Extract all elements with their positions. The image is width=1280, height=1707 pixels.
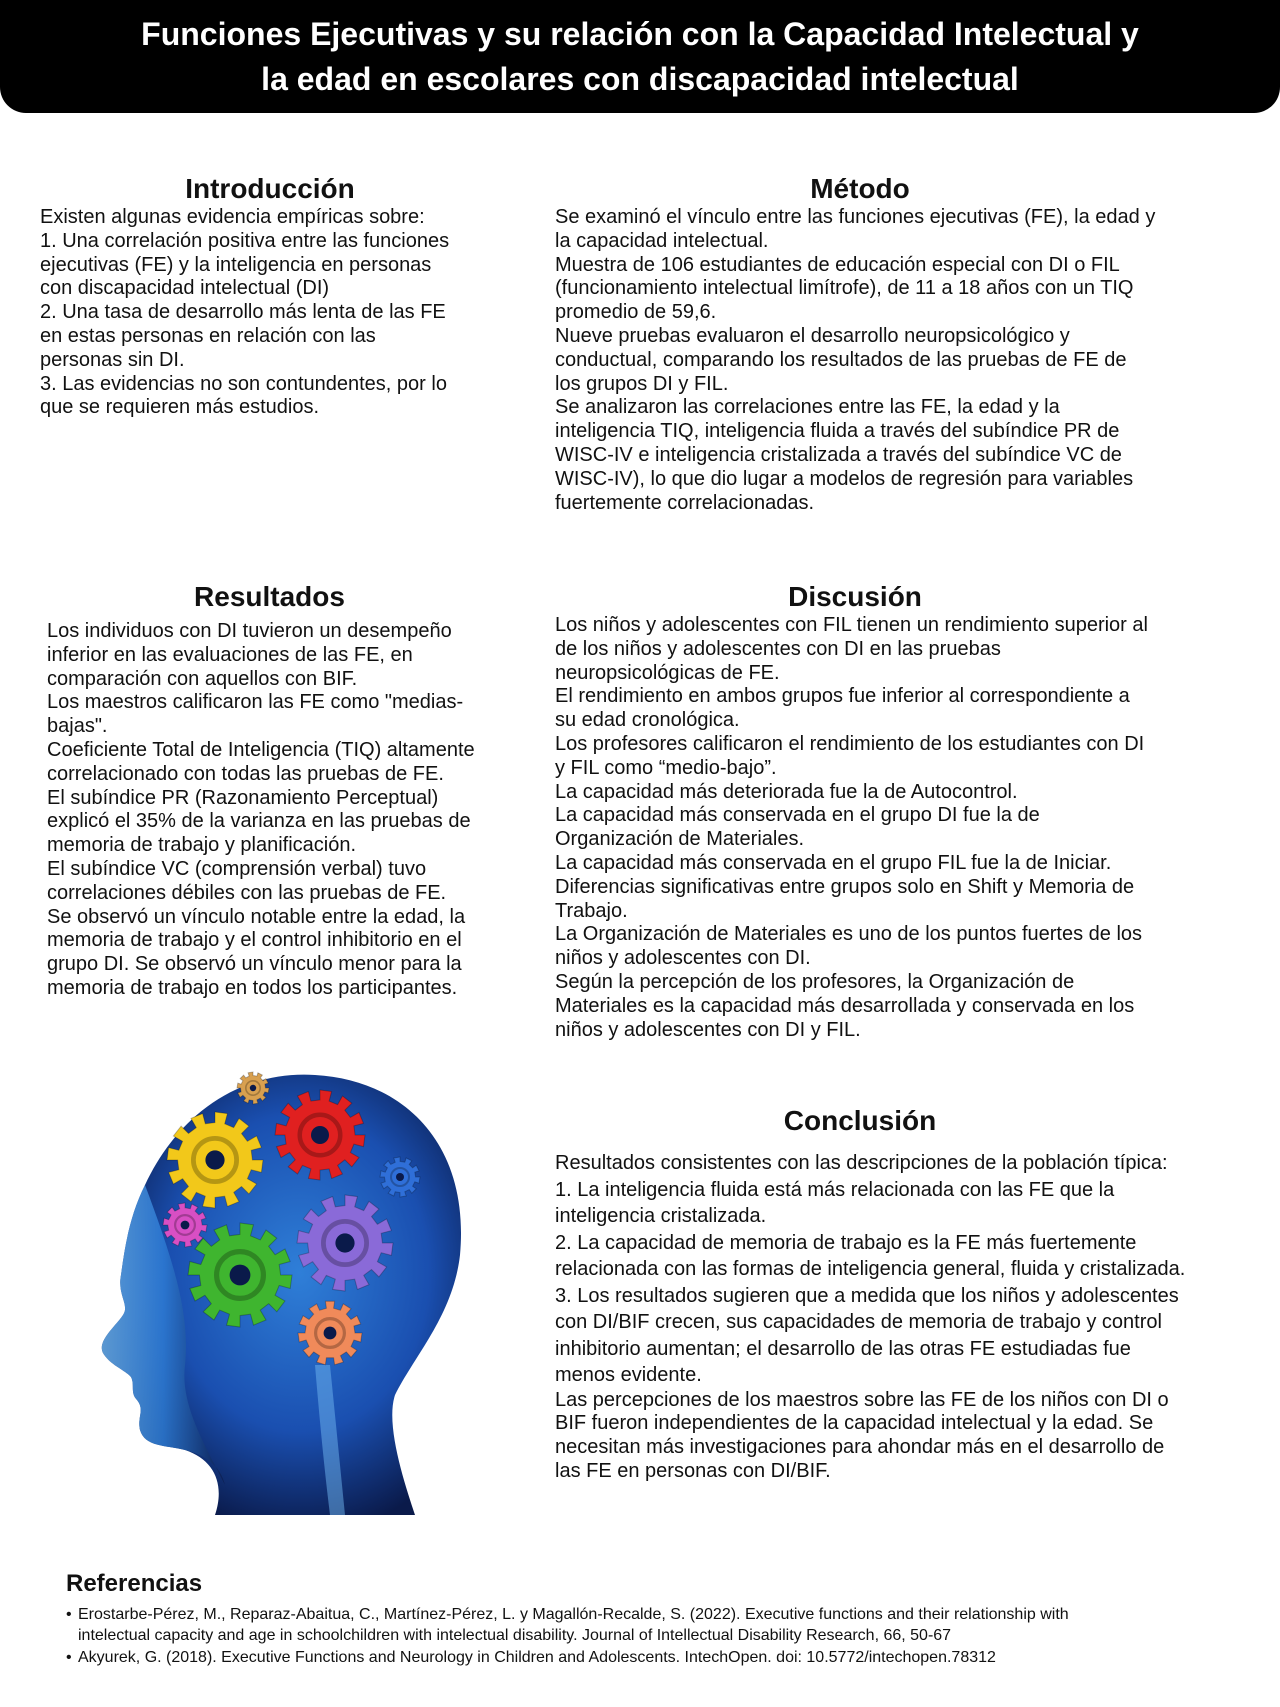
text-line: inhibitorio aumentan; el desarrollo de las otras FE estudiadas fue [555,1337,1131,1360]
text-line: memoria de trabajo y planificación. [47,834,357,857]
green-gear-icon [188,1223,292,1327]
red-gear-icon [275,1090,365,1180]
text-line: conductual, comparando los resultados de las pruebas de FE de [555,348,1127,371]
section-introduccion [40,172,500,420]
purple-gear-icon [297,1195,393,1291]
text-line: Se examinó el vínculo entre las funciones ejecutivas (FE), la edad y [555,206,1156,228]
head-gears-icon [85,1065,480,1515]
text-line: inteligencia TIQ, inteligencia fluida a través del subíndice PR de [555,420,1120,443]
text-line: Muestra de 106 estudiantes de educación especial con DI o FIL [555,253,1120,276]
text-line: Coeficiente Total de Inteligencia (TIQ) altamente [47,738,475,761]
text-line: necesitan más investigaciones para ahondar más en el desarrollo de [555,1436,1165,1459]
text-line: correlaciones débiles con las pruebas de FE. [47,881,447,904]
text-line: comparación con aquellos con BIF. [47,667,358,690]
text-line: 2. La capacidad de memoria de trabajo es la FE más fuertemente [555,1231,1137,1254]
text-line: WISC-IV e inteligencia cristalizada a través del subíndice VC de [555,443,1122,466]
section-heading: Conclusión [783,1105,937,1136]
text-line: Diferencias significativas entre grupos solo en Shift y Memoria de [555,875,1135,898]
reference-list [66,1604,1226,1668]
text-line: (funcionamiento intelectual limítrofe), de 11 a 18 años con un TIQ [555,277,1134,300]
section-body [555,206,1165,515]
text-line: explicó el 35% de la varianza en las pruebas de [47,810,471,833]
bullet-icon: • [66,1649,72,1666]
reference-line: intelectual capacity and age in schoolchildren with intelectual disability. Journal of Intellectual Disability Research, 66, 50-67 [78,1627,952,1644]
reference-item [66,1647,1226,1668]
text-line: Nueve pruebas evaluaron el desarrollo neuropsicológico y [555,324,1070,347]
section-referencias [66,1570,1226,1669]
text-line: niños y adolescentes con DI y FIL. [555,1018,861,1041]
text-line: Organización de Materiales. [555,828,805,851]
section-heading: Referencias [66,1570,203,1597]
text-line: Los profesores calificaron el rendimiento de los estudiantes con DI [555,732,1145,755]
text-line: fuertemente correlacionadas. [555,491,815,514]
reference-line: Erostarbe-Pérez, M., Reparaz-Abaitua, C., Martínez-Pérez, L. y Magallón-Recalde, S. (2022). Executive functions and their relationship with [78,1606,1069,1623]
text-line: con DI/BIF crecen, sus capacidades de memoria de trabajo y control [555,1311,1162,1333]
text-line: Según la percepción de los profesores, la Organización de [555,970,1075,993]
text-line: las FE en personas con DI/BIF. [555,1459,831,1482]
text-line: 1. Una correlación positiva entre las funciones [40,229,450,252]
text-line: que se requieren más estudios. [40,396,320,419]
text-line: Se analizaron las correlaciones entre las FE, la edad y la [555,396,1060,419]
text-line: niños y adolescentes con DI. [555,947,811,970]
section-discusion [555,580,1245,1042]
poster-title-line-2: la edad en escolares con discapacidad intelectual [261,60,1019,97]
poster-title-line-1: Funciones Ejecutivas y su relación con la Capacidad Intelectual y [141,15,1139,52]
text-line: ejecutivas (FE) y la inteligencia en personas [40,253,432,276]
text-line: promedio de 59,6. [555,301,717,324]
section-resultados [47,580,517,1001]
text-line: con discapacidad intelectual (DI) [40,277,330,300]
section-body [555,614,1245,1042]
text-line: de los niños y adolescentes con DI en las pruebas [555,637,1001,660]
text-line: grupo DI. Se observó un vínculo menor para la [47,953,462,976]
text-line: bajas". [47,715,108,738]
text-line: Existen algunas evidencia empíricas sobre: [40,206,425,228]
text-line: menos evidente. [555,1364,702,1386]
text-line: El subíndice PR (Razonamiento Perceptual) [47,786,439,809]
reference-item [66,1604,1226,1646]
section-heading: Resultados [194,581,345,612]
text-line: Los individuos con DI tuvieron un desempeño [47,620,452,642]
text-line: Resultados consistentes con las descripciones de la población típica: [555,1152,1168,1174]
text-line: La capacidad más conservada en el grupo FIL fue la de Iniciar. [555,851,1112,874]
text-line: 2. Una tasa de desarrollo más lenta de las FE [40,301,446,324]
text-line: 1. La inteligencia fluida está más relacionada con las FE que la [555,1178,1115,1201]
text-line: memoria de trabajo y el control inhibitorio en el [47,929,462,952]
poster-title-banner [0,0,1280,113]
text-line: personas sin DI. [40,348,185,371]
text-line: relacionada con las formas de inteligencia general, fluida y cristalizada. [555,1258,1186,1280]
bullet-icon: • [66,1606,72,1623]
text-line: su edad cronológica. [555,709,740,732]
text-line: inferior en las evaluaciones de las FE, en [47,643,413,666]
text-line: La Organización de Materiales es uno de los puntos fuertes de los [555,923,1143,946]
text-line: Las percepciones de los maestros sobre las FE de los niños con DI o [555,1388,1169,1411]
text-line: Trabajo. [555,899,628,922]
brain-gears-illustration [85,1065,480,1515]
reference-line: Akyurek, G. (2018). Executive Functions and Neurology in Children and Adolescents. IntechOpen. doi: 10.5772/intechopen.78312 [78,1649,996,1666]
text-line: BIF fueron independientes de la capacidad intelectual y la edad. Se [555,1412,1154,1435]
text-line: Los niños y adolescentes con FIL tienen un rendimiento superior al [555,614,1148,636]
text-line: Se observó un vínculo notable entre la edad, la [47,905,466,928]
section-metodo [555,172,1165,515]
text-line: El subíndice VC (comprensión verbal) tuvo [47,857,427,880]
text-line: La capacidad más deteriorada fue la de Autocontrol. [555,780,1018,803]
text-line: y FIL como “medio-bajo”. [555,756,777,779]
text-line: memoria de trabajo en todos los participantes. [47,976,458,999]
section-heading: Método [810,173,910,204]
section-body [555,1150,1255,1484]
section-heading: Discusión [788,581,922,612]
text-line: neuropsicológicas de FE. [555,661,780,684]
text-line: 3. Las evidencias no son contundentes, por lo [40,372,447,395]
text-line: correlacionado con todas las pruebas de FE. [47,762,444,785]
text-line: Materiales es la capacidad más desarrollada y conservada en los [555,994,1135,1017]
text-line: en estas personas en relación con las [40,324,376,347]
yellow-gear-icon [167,1112,263,1208]
section-body [47,620,517,1001]
text-line: WISC-IV), lo que dio lugar a modelos de regresión para variables [555,467,1134,490]
text-line: inteligencia cristalizada. [555,1205,767,1227]
text-line: la capacidad intelectual. [555,229,769,252]
text-line: El rendimiento en ambos grupos fue inferior al correspondiente a [555,685,1130,708]
section-body [40,206,500,420]
text-line: La capacidad más conservada en el grupo DI fue la de [555,804,1040,827]
section-conclusion [555,1104,1255,1484]
text-line: Los maestros calificaron las FE como "medias- [47,691,464,714]
section-heading: Introducción [185,173,355,204]
text-line: los grupos DI y FIL. [555,372,729,395]
text-line: 3. Los resultados sugieren que a medida que los niños y adolescentes [555,1284,1179,1307]
